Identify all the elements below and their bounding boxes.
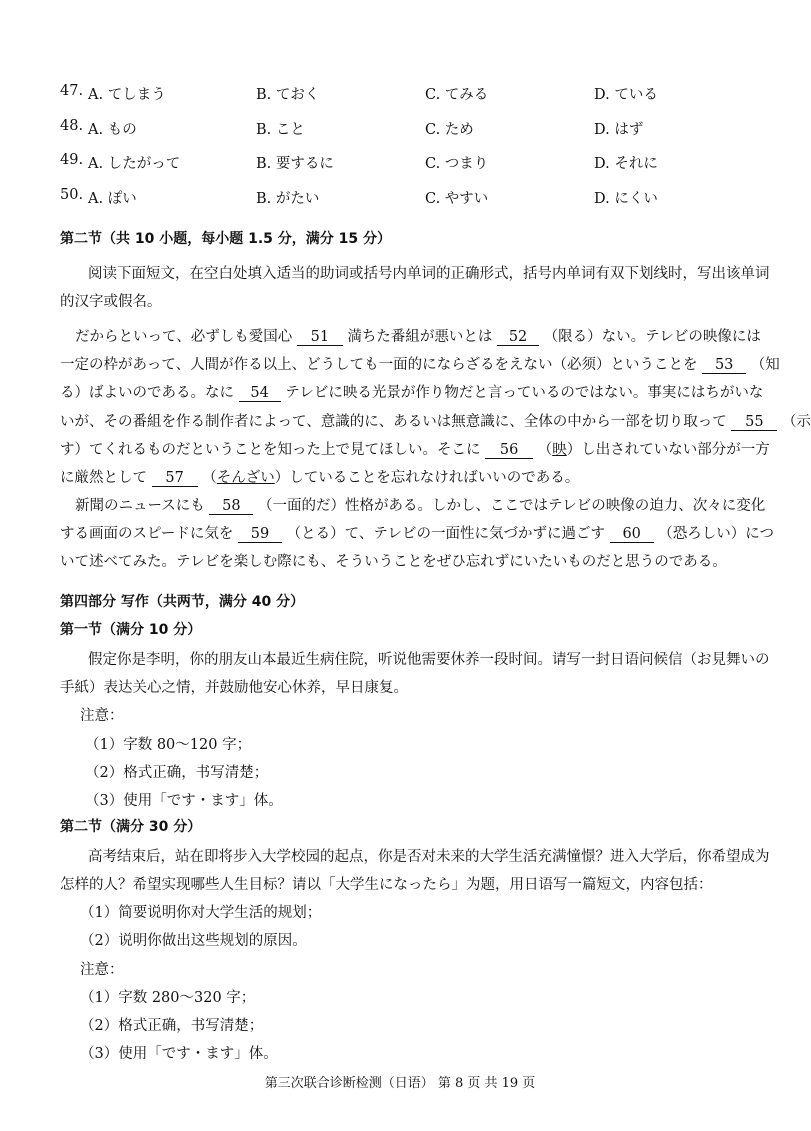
passage-line: する画面のスピードに気を 59 （とる）て、テレビの一面性に気づかずに過ごす 60 （恐ろしい）につ: [60, 526, 774, 542]
option-a: A. ぽい: [88, 191, 137, 207]
passage-line: だからといって、必ずしも愛国心 51 満ちた番組が悪いとは 52 （限る）ない。テレビの映像には: [75, 329, 761, 345]
note-item: （3）使用「です・ます」体。: [85, 793, 283, 809]
passage-line: いて述べてみた。テレビを楽しむ際にも、そういうことをぜひ忘れずにいたいものだと思うのである。: [60, 554, 727, 570]
prompt-line: 怎样的人？希望实现哪些人生目标？请以「大学生になったら」为题，用日语写一篇短文，内容包括：: [60, 877, 713, 893]
section-heading: 第二节（共 10 小题，每小题 1.5 分，满分 15 分）: [60, 231, 392, 247]
passage-line: いが、その番組を作る制作者によって、意識的に、あるいは無意識に、全体の中から一部を切り取って 55 （示: [60, 414, 811, 430]
option-c: C. つまり: [425, 156, 489, 172]
option-b: B. こと: [256, 122, 305, 138]
note-item: （2）格式正确，书写清楚；: [80, 1018, 264, 1034]
option-row-47: [60, 83, 760, 105]
blank-51[interactable]: 51: [297, 329, 343, 346]
part-heading: 第四部分 写作（共两节，满分 40 分）: [60, 594, 305, 610]
option-d: D. それに: [594, 156, 658, 172]
section-heading: 第二节（满分 30 分）: [60, 819, 202, 835]
option-b: B. 要するに: [256, 156, 334, 172]
prompt-line: 高考结束后，站在即将步入大学校园的起点，你是否对未来的大学生活充满憧憬？进入大学后，你希望成为: [88, 849, 770, 865]
blank-58[interactable]: 58: [209, 498, 253, 515]
option-row-48: [60, 118, 760, 140]
option-b: B. がたい: [256, 191, 320, 207]
double-underlined-word: そんざい: [216, 470, 275, 486]
blank-53[interactable]: 53: [702, 357, 746, 374]
blank-60[interactable]: 60: [610, 526, 654, 543]
option-a: A. もの: [88, 122, 137, 138]
passage-line: す）てくれるものだということを知った上で見てほしい。そこに 56 （映）し出されていない部分が一方: [60, 442, 770, 458]
option-a: A. したがって: [88, 156, 181, 172]
option-row-50: [60, 187, 760, 209]
instruction-line: 阅读下面短文，在空白处填入适当的助词或括号内单词的正确形式，括号内单词有双下划线时，写出该单词: [88, 266, 770, 282]
instruction-line: 的汉字或假名。: [60, 294, 162, 310]
option-d: D. にくい: [594, 191, 658, 207]
prompt-line: 手紙）表达关心之情，并鼓励他安心休养，早日康复。: [60, 680, 408, 696]
note-item: （1）字数 280～320 字；: [80, 990, 256, 1006]
note-label: 注意：: [80, 708, 124, 724]
question-number: 50.: [60, 187, 84, 203]
blank-59[interactable]: 59: [238, 526, 282, 543]
prompt-line: 假定你是李明，你的朋友山本最近生病住院，听说他需要休养一段时间。请写一封日语问候信（お見舞いの: [88, 652, 770, 668]
note-item: （3）使用「です・ます」体。: [80, 1046, 278, 1062]
option-c: C. やすい: [425, 191, 489, 207]
note-label: 注意：: [80, 962, 124, 978]
passage-line: る）ばよいのである。なに 54 テレビに映る光景が作り物だと言っているのではない。事実にはちがいな: [60, 385, 764, 401]
option-row-49: [60, 152, 760, 174]
option-a: A. てしまう: [88, 87, 166, 103]
content-item: （2）说明你做出这些规划的原因。: [80, 933, 307, 949]
question-number: 47.: [60, 83, 84, 99]
blank-57[interactable]: 57: [152, 470, 198, 487]
option-c: C. てみる: [425, 87, 489, 103]
passage-line: 新聞のニュースにも 58 （一面的だ）性格がある。しかし、ここではテレビの映像の迫力、次々に変化: [75, 498, 766, 514]
page-footer: 第三次联合诊断检测（日语） 第 8 页 共 19 页: [264, 1076, 536, 1091]
blank-55[interactable]: 55: [731, 414, 777, 431]
option-d: D. はず: [594, 122, 644, 138]
blank-54[interactable]: 54: [239, 385, 281, 402]
passage-line: に厳然として 57 （そんざい）していることを忘れなければいいのである。: [60, 470, 580, 486]
option-d: D. ている: [594, 87, 658, 103]
note-item: （2）格式正确，书写清楚；: [85, 765, 269, 781]
option-b: B. ておく: [256, 87, 320, 103]
question-number: 49.: [60, 152, 84, 168]
passage-line: 一定の枠があって、人間が作る以上、どうしても一面的にならざるをえない（必须）ということを 53 （知: [60, 357, 780, 373]
note-item: （1）字数 80～120 字；: [85, 737, 252, 753]
double-underlined-word: 映: [552, 442, 567, 458]
question-number: 48.: [60, 118, 84, 134]
content-item: （1）简要说明你对大学生活的规划；: [80, 905, 322, 921]
blank-56[interactable]: 56: [485, 442, 533, 459]
blank-52[interactable]: 52: [497, 329, 539, 346]
option-c: C. ため: [425, 122, 474, 138]
section-heading: 第一节（满分 10 分）: [60, 622, 202, 638]
